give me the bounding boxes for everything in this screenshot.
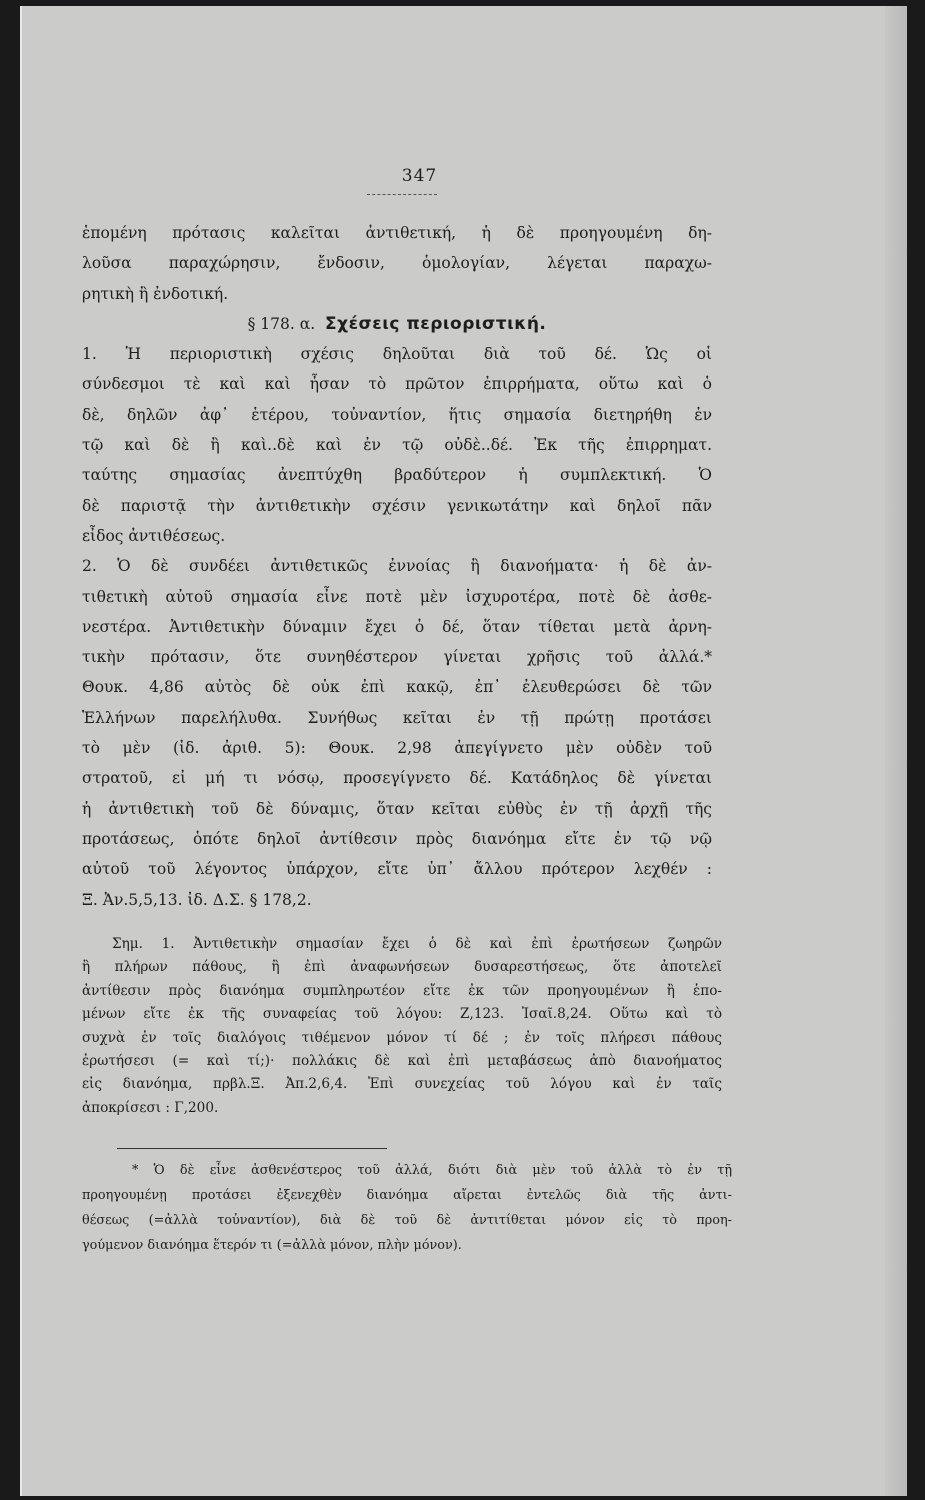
paragraph-2-line: ἡ ἀντιθετικὴ τοῦ δὲ δύναμις, ὅταν κεῖται εὐθὺς ἐν τῇ ἀρχῇ τῆς — [82, 799, 712, 818]
note-line: μένων εἴτε ἐκ τῆς συναφείας τοῦ λόγου: Ζ,123. Ἰσαῖ.8,24. Οὕτω καὶ τὸ — [82, 1006, 722, 1023]
paragraph-2-line: τικὴν πρότασιν, ὅτε συνηθέστερον γίνεται χρῆσις τοῦ ἀλλά.* — [82, 648, 712, 667]
note-line: συχνὰ ἐν τοῖς διαλόγοις τιθέμενον μόνον τί δέ ; ἐν τοῖς πλήρεσι πάθους — [82, 1029, 722, 1046]
remark-note — [82, 933, 722, 1120]
page-edge — [885, 6, 907, 1496]
paragraph-2-line: Θουκ. 4,86 αὐτὸς δὲ οὐκ ἐπὶ κακῷ, ἐπ᾽ ἐλευθερώσει δὲ τῶν — [82, 678, 712, 697]
section-title: Σχέσεις περιοριστική. — [324, 313, 547, 334]
paragraph-2-line: 2. Ὁ δὲ συνδέει ἀντιθετικῶς ἐννοίας ἢ διανοήματα· ἡ δὲ ἀν- — [82, 557, 712, 576]
note-line: ἐρωτήσεσι (= καὶ τί;)· πολλάκις δὲ καὶ ἐπὶ μεταβάσεως ἀπὸ διανοήματος — [82, 1053, 722, 1070]
footnote-line: προηγουμένῃ προτάσει ἐξενεχθὲν διανόημα αἴρεται ἐντελῶς διὰ τῆς ἀντι- — [82, 1188, 732, 1203]
paragraph-2-line: προτάσεως, ὁπότε δηλοῖ ἀντίθεσιν πρὸς διανόημα εἴτε ἐν τῷ νῷ — [82, 829, 712, 848]
footnote-line: γούμενον διανόημα ἕτερόν τι (=ἀλλὰ μόνον, πλὴν μόνον). — [82, 1238, 462, 1253]
footnote — [82, 1158, 732, 1258]
paragraph-1-line: δὲ, δηλῶν ἀφ᾽ ἑτέρου, τοὐναντίον, ἥτις σημασία διετηρήθη ἐν — [82, 405, 712, 424]
footnote-line: * Ὁ δὲ εἶνε ἀσθενέστερος τοῦ ἀλλά, διότι διὰ μὲν τοῦ ἀλλὰ τὸ ἐν τῇ — [132, 1163, 732, 1178]
paragraph-2-line: Ξ. Ἀν.5,5,13. ἰδ. Δ.Σ. § 178,2. — [82, 890, 312, 909]
note-line: Σημ. 1. Ἀντιθετικὴν σημασίαν ἔχει ὁ δὲ καὶ ἐπὶ ἐρωτήσεων ζωηρῶν — [112, 936, 722, 952]
paragraph-2-line: νεστέρα. Ἀντιθετικὴν δύναμιν ἔχει ὁ δέ, ὅταν τίθεται μετὰ ἀρνη- — [82, 617, 712, 636]
paragraph-1-line: σύνδεσμοι τὲ καὶ καὶ ἦσαν τὸ πρῶτον ἐπιρρήματα, οὕτω καὶ ὁ — [82, 375, 712, 394]
note-line: ἀποκρίσεσι : Γ,200. — [82, 1099, 219, 1116]
paragraph-2-line: αὐτοῦ τοῦ λέγοντος ὑπάρχον, εἴτε ὑπ᾽ ἄλλου πρότερον λεχθέν : — [82, 860, 712, 879]
text-line: λοῦσα παραχώρησιν, ἔνδοσιν, ὁμολογίαν, λέγεται παραχω- — [82, 254, 712, 273]
paragraph-1-line: ταύτης σημασίας ἀνεπτύχθη βραδύτερον ἡ συμπλεκτική. Ὁ — [82, 466, 712, 485]
paragraph-2-line: τὸ μὲν (ἰδ. ἀριθ. 5): Θουκ. 2,98 ἀπεγίγνετο μὲν οὐδὲν τοῦ — [82, 739, 712, 758]
text-line: ἑπομένη πρότασις καλεῖται ἀντιθετική, ἡ δὲ προηγουμένη δη- — [82, 224, 712, 242]
note-line: εἰς διανόημα, πρβλ.Ξ. Ἀπ.2,6,4. Ἐπὶ συνεχείας τοῦ λόγου καὶ ἐν ταῖς — [82, 1076, 722, 1093]
page-number: 347 — [401, 166, 438, 186]
section-heading — [82, 309, 712, 339]
paragraph-1-line: τῷ καὶ δὲ ἢ καὶ..δὲ καὶ ἐν τῷ οὐδὲ..δέ. Ἐκ τῆς ἐπιρρηματ. — [82, 436, 712, 455]
paragraph-1-line: εἶδος ἀντιθέσεως. — [82, 526, 226, 545]
paragraph-2-line: Ἑλλήνων παρελήλυθα. Συνήθως κεῖται ἐν τῇ πρώτῃ προτάσει — [82, 708, 712, 727]
paragraph-2-line: στρατοῦ, εἰ μή τι νόσῳ, προσεγίγνετο δέ. Κατάδηλος δὲ γίνεται — [82, 769, 712, 788]
text-line: ρητικὴ ἢ ἐνδοτική. — [82, 284, 229, 303]
main-text — [82, 218, 712, 915]
paragraph-1-line: 1. Ἡ περιοριστικὴ σχέσις δηλοῦται διὰ τοῦ δέ. Ὡς οἱ — [82, 345, 712, 364]
footnote-rule — [117, 1148, 387, 1149]
book-page — [20, 6, 907, 1496]
page-number-rule — [367, 194, 437, 195]
note-line: ἀντίθεσιν πρὸς διανόημα συμπληρωτέον εἴτε ἐκ τῶν προηγουμένων ἢ ἑπο- — [82, 982, 722, 999]
section-number: § 178. α. — [247, 314, 316, 333]
note-line: ἢ πλήρων πάθους, ἢ ἐπὶ ἀναφωνήσεων δυσαρεστήσεως, ὅτε ἀποτελεῖ — [82, 959, 722, 976]
footnote-line: θέσεως (=ἀλλὰ τοὐναντίον), διὰ δὲ τοῦ δὲ ἀντιτίθεται μόνον εἰς τὸ προη- — [82, 1213, 732, 1228]
paragraph-1-line: δὲ παριστᾷ τὴν ἀντιθετικὴν σχέσιν γενικωτάτην καὶ δηλοῖ πᾶν — [82, 496, 712, 515]
paragraph-2-line: τιθετικὴ αὐτοῦ σημασία εἶνε ποτὲ μὲν ἰσχυροτέρα, ποτὲ δὲ ἀσθε- — [82, 587, 712, 606]
